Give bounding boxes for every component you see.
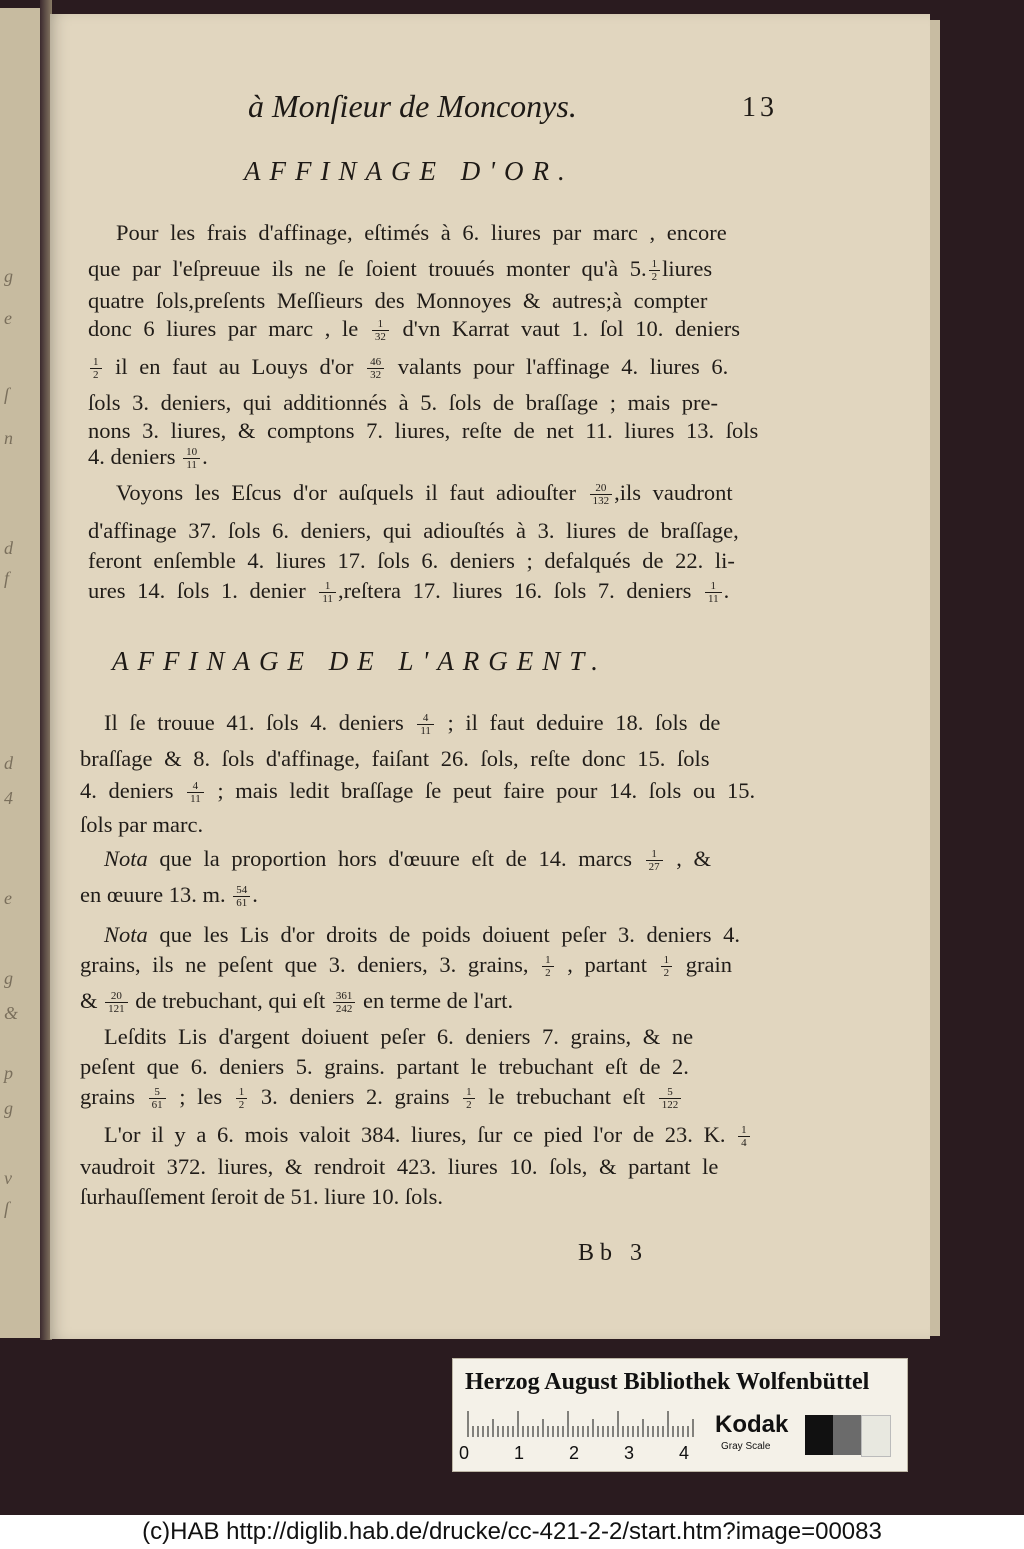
text-line — [104, 848, 711, 873]
fraction-denominator: 32 — [370, 369, 382, 382]
fraction-denominator: 11 — [322, 593, 333, 606]
text-line — [80, 748, 710, 771]
fraction — [183, 446, 200, 471]
fraction-numerator: 20 — [105, 990, 128, 1003]
fraction-denominator: 11 — [707, 593, 719, 606]
fraction-denominator: 32 — [374, 331, 386, 344]
running-title: à Monſieur de Monconys. — [248, 88, 577, 124]
card-title: Herzog August Bibliothek Wolfenbüttel — [465, 1369, 870, 1395]
text-run: ures 14. ſols 1. denier — [88, 578, 318, 603]
text-run: il en faut au Louys d'or — [103, 354, 366, 379]
text-line — [80, 1186, 443, 1209]
fraction-denominator: 11 — [186, 459, 197, 472]
text-run: ſols par marc. — [80, 812, 204, 837]
text-run: ſols 3. deniers, qui additionnés à 5. ſols de braſſage ; mais pre- — [88, 390, 718, 415]
fraction — [649, 258, 661, 283]
text-run: le trebuchant eſt — [476, 1084, 657, 1109]
text-line — [88, 258, 712, 283]
previous-page-edge: g e ſ n d f d 4 e g & p g v ſ — [0, 8, 49, 1338]
fraction — [372, 318, 389, 343]
text-run: grain — [674, 952, 732, 977]
color-calibration-card — [452, 1358, 908, 1472]
text-run: ſurhauſſement ſeroit de 51. liure 10. ſols. — [80, 1184, 444, 1209]
text-run: vaudroit 372. liures, & rendroit 423. liures 10. ſols, & partant le — [80, 1154, 719, 1179]
fraction-numerator: 1 — [372, 318, 389, 331]
text-run: . — [202, 444, 208, 469]
text-line — [116, 222, 727, 245]
fraction-numerator: 1 — [319, 580, 336, 593]
fraction-denominator: 121 — [108, 1003, 125, 1016]
text-line — [88, 446, 208, 471]
copyright-footer: (c)HAB http://diglib.hab.de/drucke/cc-421-2-2/start.htm?image=00083 — [0, 1515, 1024, 1549]
text-run: 4. deniers — [88, 444, 182, 469]
text-line — [80, 1156, 718, 1179]
text-run: Leſdits Lis d'argent doiuent peſer 6. deniers 7. grains, & ne — [104, 1024, 694, 1049]
text-run: Voyons les Eſcus d'or auſquels il faut adiouſter — [116, 480, 588, 505]
text-run: ; mais ledit braſſage ſe peut faire pour 14. ſols ou 15. — [205, 778, 756, 803]
text-line — [88, 520, 739, 543]
text-line — [88, 392, 718, 415]
text-run: ,ils vaudront — [614, 480, 733, 505]
signature-mark: Bb 3 — [578, 1240, 649, 1266]
fraction-denominator: 122 — [661, 1099, 679, 1112]
text-run: ; il faut deduire 18. ſols de — [435, 710, 721, 735]
ruler-number: 4 — [679, 1443, 690, 1463]
fraction — [236, 1086, 248, 1111]
fraction — [187, 780, 204, 805]
fraction — [90, 356, 102, 381]
fraction — [333, 990, 356, 1015]
ruler-number: 3 — [624, 1443, 635, 1463]
fraction-denominator: 2 — [93, 369, 99, 382]
gray-swatch-black — [805, 1415, 833, 1455]
fraction — [661, 954, 673, 979]
fraction — [705, 580, 722, 605]
fraction-numerator: 1 — [649, 258, 661, 271]
fraction — [149, 1086, 166, 1111]
text-line — [80, 1056, 689, 1079]
text-run: donc 6 liures par marc , le — [88, 316, 370, 341]
fraction — [590, 482, 613, 507]
fraction-numerator: 10 — [183, 446, 200, 459]
text-run: ,reſtera 17. liures 16. ſols 7. deniers — [337, 578, 703, 603]
text-run: que les Lis d'or droits de poids doiuent peſer 3. deniers 4. — [147, 922, 740, 947]
fraction-numerator: 361 — [333, 990, 356, 1003]
page-number: 13 — [742, 92, 778, 123]
ruler-number: 0 — [459, 1443, 470, 1463]
text-run: Pour les frais d'affinage, eſtimés à 6. liures par marc , encore — [116, 220, 727, 245]
kodak-logo: Kodak — [715, 1411, 789, 1438]
text-run: . — [723, 578, 730, 603]
fraction-numerator: 1 — [738, 1124, 750, 1137]
fraction — [319, 580, 336, 605]
fraction-numerator: 5 — [149, 1086, 166, 1099]
text-run: de trebuchant, qui eſt — [129, 988, 331, 1013]
fraction-numerator: 1 — [236, 1086, 248, 1099]
italic-word: Nota — [104, 922, 148, 947]
fraction-numerator: 1 — [90, 356, 102, 369]
italic-word: Nota — [104, 846, 148, 871]
text-line — [116, 482, 733, 507]
gray-swatch-white — [861, 1415, 891, 1457]
fraction — [367, 356, 384, 381]
text-run: valants pour l'affinage 4. liures 6. — [386, 354, 729, 379]
text-line — [80, 814, 203, 837]
fraction-numerator: 1 — [661, 954, 673, 967]
fraction-numerator: 46 — [367, 356, 384, 369]
fraction-numerator: 5 — [659, 1086, 682, 1099]
text-run: d'affinage 37. ſols 6. deniers, qui adiouſtés à 3. liures de braſſage, — [88, 518, 739, 543]
fraction-denominator: 2 — [466, 1099, 472, 1112]
fraction-denominator: 2 — [651, 271, 658, 284]
fraction-numerator: 54 — [233, 884, 250, 897]
fraction-denominator: 11 — [190, 793, 201, 806]
section-heading-gold: AFFINAGE D'OR. — [244, 156, 574, 186]
text-line — [88, 318, 740, 343]
fraction-numerator: 20 — [590, 482, 613, 495]
text-line — [80, 990, 513, 1015]
fraction-denominator: 4 — [741, 1137, 747, 1150]
fraction-denominator: 61 — [151, 1099, 163, 1112]
fraction — [542, 954, 554, 979]
fraction-denominator: 2 — [663, 967, 670, 980]
fraction — [233, 884, 250, 909]
text-run: que par l'eſpreuue ils ne ſe ſoient trouués monter qu'à 5. — [88, 256, 647, 281]
text-run: braſſage & 8. ſols d'affinage, faiſant 26. ſols, reſte donc 15. ſols — [80, 746, 710, 771]
text-line — [88, 290, 707, 313]
text-run: L'or il y a 6. mois valoit 384. liures, ſur ce pied l'or de 23. K. — [104, 1122, 737, 1147]
fraction-denominator: 61 — [236, 897, 248, 910]
text-run: . — [252, 882, 258, 907]
fraction — [105, 990, 128, 1015]
fraction — [417, 712, 434, 737]
text-line — [104, 924, 740, 947]
text-line — [80, 954, 732, 979]
fraction-denominator: 132 — [592, 495, 610, 508]
text-run: , partant — [555, 952, 659, 977]
kodak-subtitle: Gray Scale — [721, 1441, 771, 1452]
text-run: & — [80, 988, 104, 1013]
fraction-denominator: 242 — [335, 1003, 353, 1016]
fraction-numerator: 1 — [646, 848, 663, 861]
fraction-numerator: 1 — [542, 954, 554, 967]
text-line — [80, 1086, 683, 1111]
section-heading-silver: AFFINAGE DE L'ARGENT. — [112, 646, 607, 676]
fraction — [463, 1086, 475, 1111]
text-run: feront enſemble 4. liures 17. ſols 6. deniers ; defalqués de 22. li- — [88, 548, 735, 573]
fraction-denominator: 2 — [545, 967, 551, 980]
text-run: quatre ſols,preſents Meſſieurs des Monnoyes & autres;à compter — [88, 288, 708, 313]
text-run: 4. deniers — [80, 778, 186, 803]
text-run: , & — [664, 846, 711, 871]
ruler-number: 1 — [514, 1443, 525, 1463]
text-run: que la proportion hors d'œuure eſt de 14. marcs — [147, 846, 644, 871]
text-run: Il ſe trouue 41. ſols 4. deniers — [104, 710, 416, 735]
text-run: nons 3. liures, & comptons 7. liures, reſte de net 11. liures 13. ſols — [88, 418, 759, 443]
text-line — [88, 420, 758, 443]
fraction-numerator: 4 — [187, 780, 204, 793]
text-line — [88, 356, 728, 381]
text-run: ; les — [167, 1084, 234, 1109]
fraction-denominator: 11 — [420, 725, 431, 738]
text-line — [88, 550, 735, 573]
text-run: liures — [662, 256, 713, 281]
text-run: en œuure 13. m. — [80, 882, 232, 907]
text-line — [88, 580, 729, 605]
fraction-numerator: 1 — [463, 1086, 475, 1099]
fraction-numerator: 1 — [705, 580, 722, 593]
text-line — [80, 780, 755, 805]
text-run: peſent que 6. deniers 5. grains. partant le trebuchant eſt de 2. — [80, 1054, 689, 1079]
text-run: grains — [80, 1084, 147, 1109]
gray-swatch-mid — [833, 1415, 861, 1455]
text-line — [104, 1026, 693, 1049]
text-line — [104, 712, 720, 737]
fraction-denominator: 27 — [648, 861, 660, 874]
text-run: d'vn Karrat vaut 1. ſol 10. deniers — [390, 316, 741, 341]
page-edge — [930, 20, 940, 1336]
fraction-denominator: 2 — [238, 1099, 245, 1112]
ruler-scale — [465, 1411, 695, 1437]
text-run: grains, ils ne peſent que 3. deniers, 3. grains, — [80, 952, 541, 977]
text-line — [80, 884, 258, 909]
ruler-number: 2 — [569, 1443, 580, 1463]
fraction — [646, 848, 663, 873]
fraction — [659, 1086, 682, 1111]
fraction — [738, 1124, 750, 1149]
fraction-numerator: 4 — [417, 712, 434, 725]
text-run: 3. deniers 2. grains — [249, 1084, 462, 1109]
text-line — [104, 1124, 752, 1149]
text-run: en terme de l'art. — [357, 988, 514, 1013]
